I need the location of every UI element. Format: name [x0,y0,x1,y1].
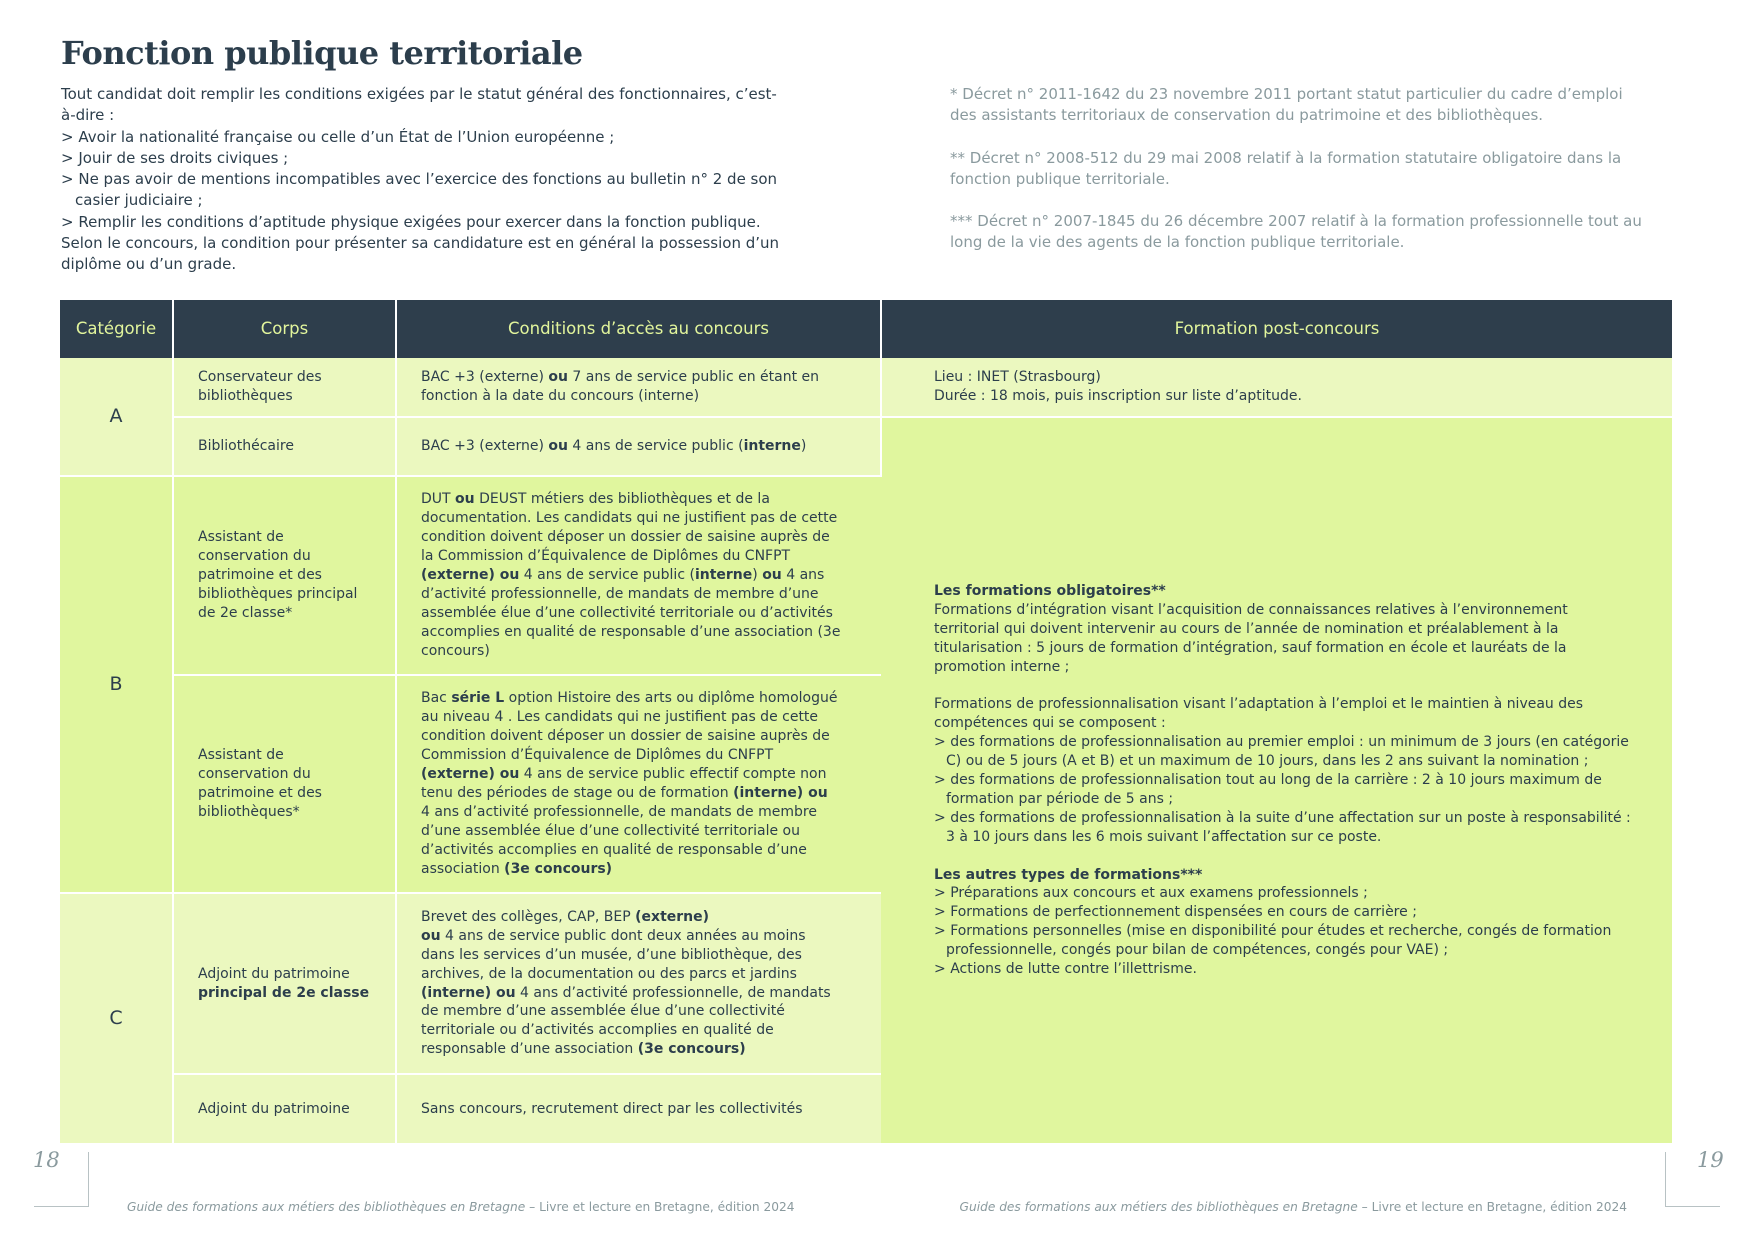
formation-cell-general: Les formations obligatoires** Formations d’intégration visant l’acquisition de connaissances relatives à l’environnement territorial qui doivent intervenir au cours de l’année de nomination et préalablement à la titularisation : 5 jours de formation d’intégration, sauf formation en école et lauréats de la promotion interne ; Formations de professionnalisation visant l’adaptation à l’emploi et le maintien à niveau des compétences qui se composent : > des formations de professionnalisation au premier emploi : un minimum de 3 jours (en catégorie C) ou de 5 jours (A et B) et un maximum de 10 jours, dans les 2 ans suivant la nomination ; > des formations de professionnalisation tout au long de la carrière : 2 à 10 jours maximum de formation par période de 5 ans ; > des formations de professionnalisation à la suite d’une affectation sur un poste à responsabilité : 3 à 10 jours dans les 6 mois suivant l’affectation sur ce poste. Les autres types de formations*** > Préparations aux concours et aux examens professionnels ; > Formations de perfectionnement dispensées en cours de carrière ; > Formations personnelles (mise en disponibilité pour études et recherche, congés de formation professionnelle, congés pour bilan de compétences, congés pour VAE) ; > Actions de lutte contre l’illettrisme. [881,417,1672,1144]
conditions-cell: DUT ou DEUST métiers des bibliothèques et de la documentation. Les candidats qui ne justifient pas de cette condition doivent déposer un dossier de saisine auprès de la Commission d’Équivalence de Diplômes du CNFPT (externe) ou 4 ans de service public (interne) ou 4 ans d’activité professionnelle, de mandats de membre d’une assemblée élue d’une collectivité territoriale ou d’activités accomplies en qualité de responsable d’une association (3e concours) [396,476,881,675]
page-title: Fonction publique territoriale [61,34,583,72]
header-formation: Formation post-concours [881,300,1672,358]
decree-note: ** Décret n° 2008-512 du 29 mai 2008 relatif à la formation statutaire obligatoire dans la fonction publique territoriale. [950,148,1622,188]
corner-mark-right [1665,1152,1720,1207]
list-item: > des formations de professionnalisation tout au long de la carrière : 2 à 10 jours maximum de formation par période de 5 ans ; [934,771,1632,809]
intro-lead: Tout candidat doit remplir les conditions exigées par le statut général des fonctionnaires, c’est-à-dire : [61,85,777,125]
header-conditions: Conditions d’accès au concours [396,300,881,358]
corps-cell: Assistant de conservation du patrimoine et des bibliothèques* [173,675,396,893]
corps-cell: Adjoint du patrimoine [173,1074,396,1144]
list-item: > Ne pas avoir de mentions incompatibles avec l’exercice des fonctions au bulletin n° 2 de son casier judiciaire ; [61,169,781,212]
list-item: > des formations de professionnalisation à la suite d’une affectation sur un poste à responsabilité : 3 à 10 jours dans les 6 mois suivant l’affectation sur ce poste. [934,809,1632,847]
conditions-cell: BAC +3 (externe) ou 4 ans de service public (interne) [396,417,881,476]
conditions-cell: Brevet des collèges, CAP, BEP (externe) ou 4 ans de service public dont deux années au moins dans les services d’un musée, d’une bibliothèque, des archives, de la documentation ou des parcs et jardins (interne) ou 4 ans d’activité professionnelle, de mandats de membre d’une assemblée élue d’une collectivité territoriale ou d’activités accomplies en qualité de responsable d’une association (3e concours) [396,893,881,1074]
decree-note: *** Décret n° 2007-1845 du 26 décembre 2007 relatif à la formation professionnelle tout au long de la vie des agents de la fonction publique territoriale. [950,212,1642,252]
footer-left: Guide des formations aux métiers des bibliothèques en Bretagne – Livre et lecture en Bretagne, édition 2024 [127,1200,795,1214]
corps-cell: Adjoint du patrimoine principal de 2e classe [173,893,396,1074]
list-item: > Formations personnelles (mise en disponibilité pour études et recherche, congés de formation professionnelle, congés pour bilan de compétences, congés pour VAE) ; [934,922,1632,960]
list-item: > Jouir de ses droits civiques ; [61,148,781,169]
category-c: C [60,893,173,1144]
page-number-right: 19 [1697,1148,1724,1172]
list-item: > Avoir la nationalité française ou celle d’un État de l’Union européenne ; [61,127,781,148]
eligibility-list [61,127,781,233]
footer-right: Guide des formations aux métiers des bibliothèques en Bretagne – Livre et lecture en Bretagne, édition 2024 [959,1200,1627,1214]
conditions-cell: Bac série L option Histoire des arts ou diplôme homologué au niveau 4 . Les candidats qui ne justifient pas de cette condition doivent déposer un dossier de saisine auprès de Commission d’Équivalence de Diplômes du CNFPT (externe) ou 4 ans de service public effectif compte non tenu des périodes de stage ou de formation (interne) ou 4 ans d’activité professionnelle, de mandats de membre d’une assemblée élue d’une collectivité territoriale ou d’activités accomplies en qualité de responsable d’une association (3e concours) [396,675,881,893]
corps-cell: Assistant de conservation du patrimoine et des bibliothèques principal de 2e classe* [173,476,396,675]
page-number-left: 18 [33,1148,60,1172]
professionalisation-list [934,733,1632,846]
conditions-cell: Sans concours, recrutement direct par les collectivités [396,1074,881,1144]
list-item: > Préparations aux concours et aux examens professionnels ; [934,884,1632,903]
header-categorie: Catégorie [60,300,173,358]
section-title: Les formations obligatoires** [934,583,1166,599]
table-header-row [60,300,1672,358]
section-title: Les autres types de formations*** [934,866,1203,883]
category-b: B [60,476,173,893]
other-trainings-list [934,884,1632,979]
intro-closing: Selon le concours, la condition pour présenter sa candidature est en général la possession d’un diplôme ou d’un grade. [61,234,780,274]
decree-notes [950,84,1650,275]
formation-cell-inet: Lieu : INET (Strasbourg) Durée : 18 mois, puis inscription sur liste d’aptitude. [881,358,1672,417]
header-corps: Corps [173,300,396,358]
list-item: > Formations de perfectionnement dispensées en cours de carrière ; [934,903,1632,922]
list-item: > Remplir les conditions d’aptitude physique exigées pour exercer dans la fonction publique. [61,212,781,233]
eligibility-intro [61,84,781,276]
corner-mark-left [34,1152,89,1207]
decree-note: * Décret n° 2011-1642 du 23 novembre 2011 portant statut particulier du cadre d’emploi des assistants territoriaux de conservation du patrimoine et des bibliothèques. [950,85,1623,125]
category-a: A [60,358,173,476]
list-item: > Actions de lutte contre l’illettrisme. [934,960,1632,979]
corps-cell: Conservateur des bibliothèques [173,358,396,417]
table-row [60,358,1672,417]
conditions-cell: BAC +3 (externe) ou 7 ans de service public en étant en fonction à la date du concours (interne) [396,358,881,417]
table-row [60,417,1672,476]
training-table [60,300,1672,1145]
list-item: > des formations de professionnalisation au premier emploi : un minimum de 3 jours (en catégorie C) ou de 5 jours (A et B) et un maximum de 10 jours, dans les 2 ans suivant la nomination ; [934,733,1632,771]
corps-cell: Bibliothécaire [173,417,396,476]
